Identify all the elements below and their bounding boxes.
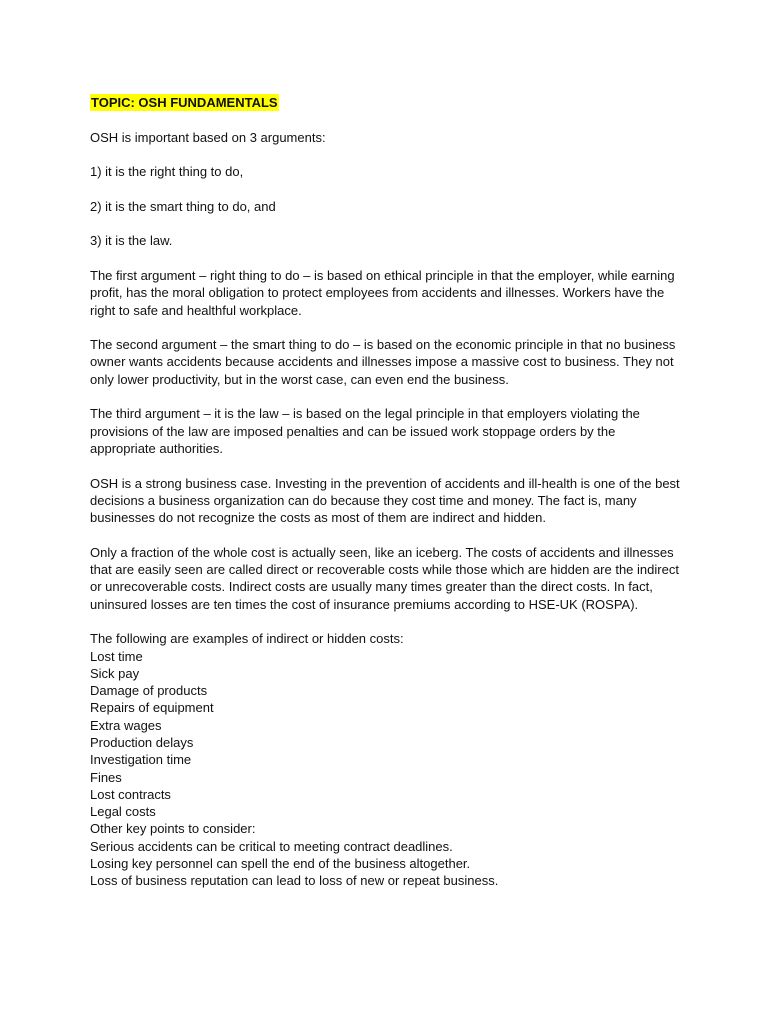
argument-1: 1) it is the right thing to do,	[90, 164, 244, 180]
list-item: Sick pay	[90, 665, 140, 681]
list-item: Damage of products	[90, 683, 208, 699]
list-item: Legal costs	[90, 804, 156, 820]
list-item: Fines	[90, 769, 122, 785]
document-title: TOPIC: OSH FUNDAMENTALS	[91, 95, 278, 110]
list-item: Serious accidents can be critical to meeting contract deadlines.	[90, 838, 453, 854]
paragraph-business-case: OSH is a strong business case. Investing in the prevention of accidents and ill-health is one of the best decisions a business organization can do because they cost time and money. The fact is, many businesses do not recognize the costs as most of them are indirect and hidden.	[90, 475, 680, 526]
intro-text: OSH is important based on 3 arguments:	[90, 129, 326, 145]
argument-2: 2) it is the smart thing to do, and	[90, 198, 276, 214]
paragraph-second-argument: The second argument – the smart thing to do – is based on the economic principle in that no business owner wants accidents because accidents and illnesses impose a massive cost to business. They not only lower productivity, but in the worst case, can even end the business.	[90, 337, 676, 387]
paragraph-third-argument: The third argument – it is the law – is based on the legal principle in that employers violating the provisions of the law are imposed penalties and can be issued work stoppage orders by the appropriate authorities.	[90, 406, 640, 456]
paragraph-iceberg: Only a fraction of the whole cost is actually seen, like an iceberg. The costs of accidents and illnesses that are easily seen are called direct or recoverable costs while those which are hidden are the indirect or unrecoverable costs. Indirect costs are usually many times greater than the direct costs. In fact, uninsured losses are ten times the cost of insurance premiums according to HSE-UK (ROSPA).	[90, 544, 679, 612]
list-item: Investigation time	[90, 752, 192, 768]
hidden-costs-list	[90, 648, 680, 838]
list-item: Production delays	[90, 734, 194, 750]
paragraph-first-argument: The first argument – right thing to do – is based on ethical principle in that the employer, while earning profit, has the moral obligation to protect employees from accidents and illnesses. Workers have the right to safe and healthful workplace.	[90, 267, 675, 318]
list-item: Repairs of equipment	[90, 700, 214, 716]
argument-3: 3) it is the law.	[90, 233, 173, 249]
key-points-list	[90, 838, 680, 890]
list-item: Loss of business reputation can lead to loss of new or repeat business.	[90, 873, 499, 889]
list-item: Lost contracts	[90, 786, 171, 802]
list-item: Losing key personnel can spell the end of the business altogether.	[90, 856, 471, 872]
list-item: Lost time	[90, 648, 143, 664]
list-item: Other key points to consider:	[90, 821, 256, 837]
list-item: Extra wages	[90, 717, 162, 733]
examples-intro: The following are examples of indirect or hidden costs:	[90, 631, 404, 647]
document-page	[90, 94, 680, 890]
document-title-wrap	[90, 94, 680, 111]
